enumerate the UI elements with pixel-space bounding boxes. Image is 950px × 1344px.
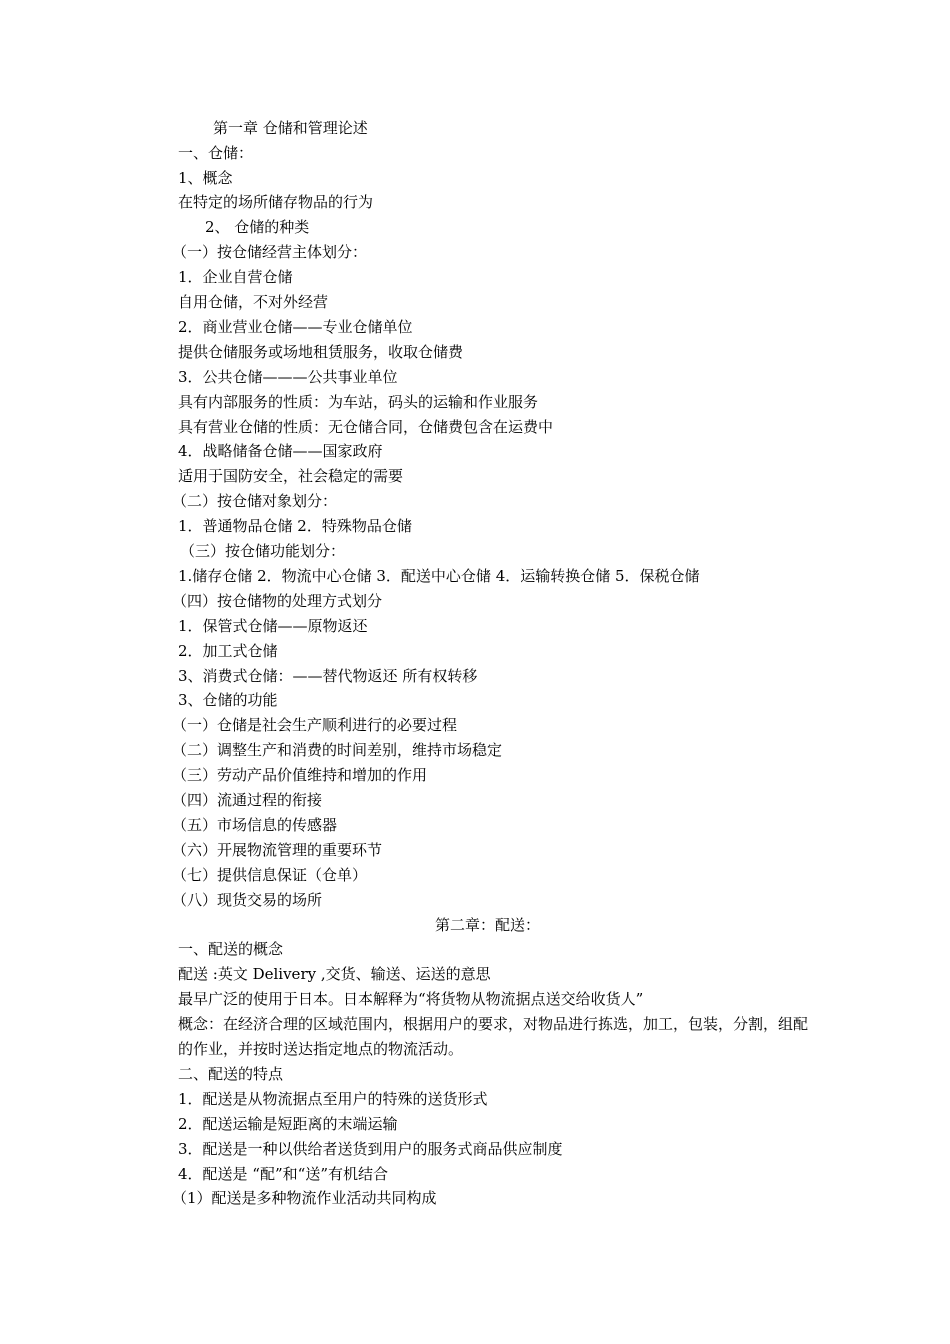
list-item: 3、消费式仓储：——替代物返还 所有权转移 [178,667,478,685]
list-item: 4．配送是 “配”和“送”有机结合 [178,1165,388,1183]
text-line: 配送 :英文 Delivery ,交货、输送、运送的意思 [178,965,491,983]
category-heading: （四）按仓储物的处理方式划分 [172,592,383,610]
section-heading: 一、配送的概念 [178,940,284,958]
text-line: 提供仓储服务或场地租赁服务，收取仓储费 [178,343,464,361]
list-item: 4．战略储备仓储——国家政府 [178,442,383,460]
subsection-heading: 2、 仓储的种类 [205,218,310,236]
list-item: 1．普通物品仓储 2．特殊物品仓储 [178,517,412,535]
list-item: （四）流通过程的衔接 [172,791,323,809]
list-item: 2．配送运输是短距离的末端运输 [178,1115,398,1133]
list-item: 2．商业营业仓储——专业仓储单位 [178,318,413,336]
chapter-2-title: 第二章：配送： [435,916,541,934]
list-item: 2．加工式仓储 [178,642,278,660]
list-item: 1.储存仓储 2．物流中心仓储 3．配送中心仓储 4．运输转换仓储 5．保税仓储 [178,567,700,585]
concept-paragraph-text: 概念：在经济合理的区域范围内，根据用户的要求，对物品进行拣选，加工，包装，分割，组配的作业，并按时送达指定地点的物流活动。 [178,1015,809,1058]
category-heading: （三）按仓储功能划分： [180,542,346,560]
list-item: （二）调整生产和消费的时间差别，维持市场稳定 [172,741,503,759]
list-item: （一）仓储是社会生产顺利进行的必要过程 [172,716,458,734]
list-item: （七）提供信息保证（仓单） [172,866,368,884]
list-item: 1．配送是从物流据点至用户的特殊的送货形式 [178,1090,488,1108]
category-heading: （二）按仓储对象划分： [172,492,338,510]
list-item: 1．保管式仓储——原物返还 [178,617,368,635]
list-item: （八）现货交易的场所 [172,891,323,909]
list-item: （五）市场信息的传感器 [172,816,338,834]
chapter-1-title: 第一章 仓储和管理论述 [213,119,368,137]
section-heading: 二、配送的特点 [178,1065,284,1083]
list-item: 3．配送是一种以供给者送货到用户的服务式商品供应制度 [178,1140,563,1158]
subsection-heading: 1、概念 [178,169,233,187]
text-line: 自用仓储，不对外经营 [178,293,329,311]
list-item: （三）劳动产品价值维持和增加的作用 [172,766,428,784]
text-line: 适用于国防安全，社会稳定的需要 [178,467,404,485]
text-line: 具有内部服务的性质：为车站，码头的运输和作业服务 [178,393,539,411]
list-item: 3．公共仓储———公共事业单位 [178,368,398,386]
list-item: （六）开展物流管理的重要环节 [172,841,383,859]
text-line: 在特定的场所储存物品的行为 [178,193,374,211]
text-line: 具有营业仓储的性质：无仓储合同，仓储费包含在运费中 [178,418,554,436]
list-item: （1）配送是多种物流作业活动共同构成 [172,1189,437,1207]
list-item: 1．企业自营仓储 [178,268,293,286]
section-heading: 一、仓储： [178,144,254,162]
text-line: 最早广泛的使用于日本。日本解释为“将货物从物流据点送交给收货人” [178,990,644,1008]
concept-paragraph [148,1012,812,1062]
subsection-heading: 3、仓储的功能 [178,691,278,709]
category-heading: （一）按仓储经营主体划分： [172,243,368,261]
